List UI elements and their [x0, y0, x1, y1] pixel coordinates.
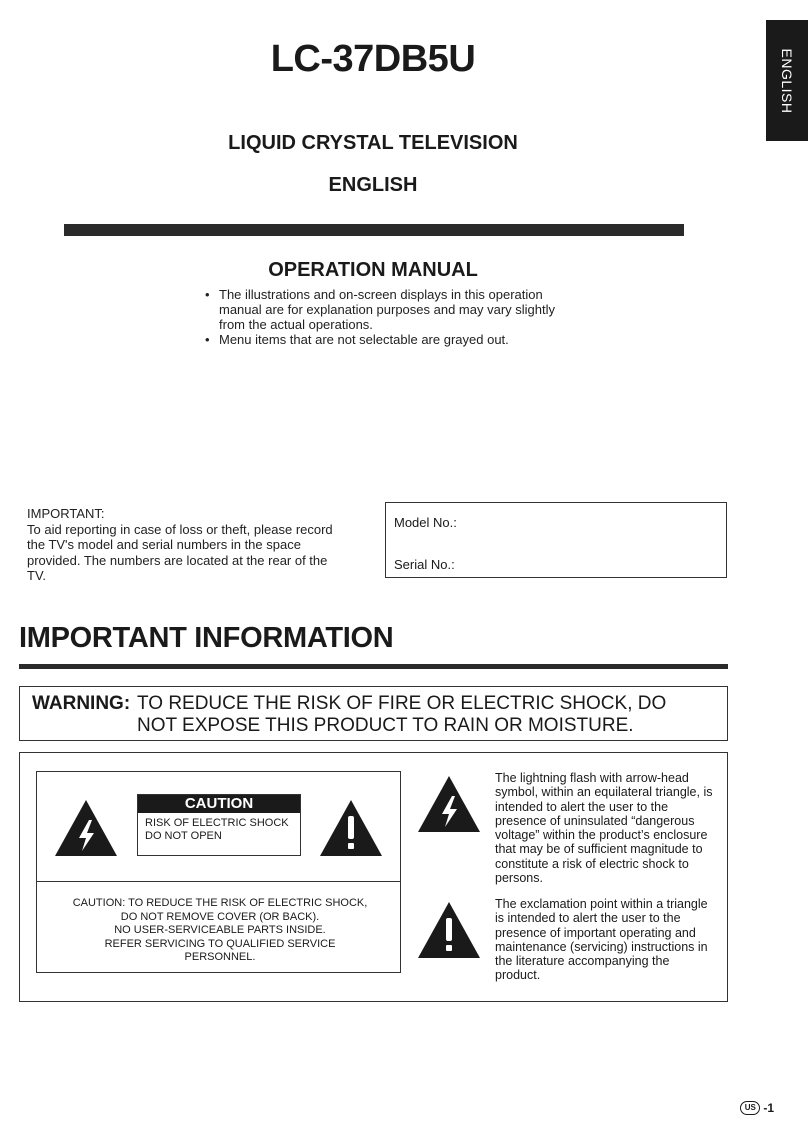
record-box: [385, 502, 727, 578]
lightning-symbol-icon: [416, 774, 482, 834]
manual-notes: [204, 287, 564, 347]
section-title: IMPORTANT INFORMATION: [19, 622, 394, 654]
exclamation-symbol-description: The exclamation point within a triangle is intended to alert the user to the presence of important operating and maintenance (servicing) instructions in the literature accompanying the product.: [495, 897, 708, 983]
caution-instruction-line: CAUTION: TO REDUCE THE RISK OF ELECTRIC SHOCK,: [72, 897, 368, 909]
section-divider: [19, 664, 728, 669]
exclamation-symbol-icon: [416, 900, 482, 960]
caution-instruction-line: REFER SERVICING TO QUALIFIED SERVICE: [104, 937, 336, 950]
model-title: LC-37DB5U: [270, 38, 476, 80]
caution-label: [137, 794, 301, 856]
caution-panel-divider: [37, 881, 400, 882]
warning-text: TO REDUCE THE RISK OF FIRE OR ELECTRIC SHOCK, DO NOT EXPOSE THIS PRODUCT TO RAIN OR MOISTURE.: [137, 693, 667, 736]
model-number-label: Model No.:: [394, 515, 457, 530]
manual-title: OPERATION MANUAL: [268, 259, 478, 281]
caution-label-line: DO NOT OPEN: [145, 830, 222, 842]
lightning-symbol-description: The lightning flash with arrow-head symbol, within an equilateral triangle, is intended to alert the user to the presence of uninsulated “dangerous voltage” within the product’s enclosure that may be of sufficient magnitude to constitute a risk of electric shock to persons.: [495, 771, 713, 886]
note-item: • The illustrations and on-screen displays in this operation manual are for explanation purposes and may vary slightly from the actual operations.: [204, 287, 564, 332]
caution-label-line: RISK OF ELECTRIC SHOCK: [145, 817, 289, 829]
important-text: To aid reporting in case of loss or theft, please record the TV's model and serial numbers in the space provided. The numbers are located at the rear of the TV.: [27, 521, 333, 583]
exclamation-warning-icon: [318, 798, 384, 858]
note-item: • Menu items that are not selectable are grayed out.: [204, 332, 564, 347]
caution-instruction-line: NO USER-SERVICEABLE PARTS INSIDE.: [114, 924, 326, 936]
page-number: [740, 1101, 774, 1115]
important-heading: IMPORTANT:: [27, 506, 105, 521]
language-tab-label: ENGLISH: [779, 48, 795, 113]
caution-heading: CAUTION: [138, 795, 300, 813]
caution-label-text: [145, 817, 297, 843]
caution-instruction-line: PERSONNEL.: [184, 951, 256, 963]
language-tab: [766, 20, 808, 141]
title-divider: [64, 224, 684, 236]
language-heading: ENGLISH: [328, 174, 418, 196]
caution-instruction-line: DO NOT REMOVE COVER (OR BACK).: [120, 910, 320, 923]
important-note: [27, 506, 347, 584]
page-number-text: -1: [763, 1101, 774, 1115]
lightning-warning-icon: [53, 798, 119, 858]
product-type: LIQUID CRYSTAL TELEVISION: [228, 132, 518, 154]
region-badge: US: [740, 1101, 760, 1115]
caution-instructions: [50, 897, 390, 965]
warning-label: WARNING:: [32, 693, 131, 714]
warning-box: [19, 686, 728, 741]
serial-number-label: Serial No.:: [394, 557, 455, 572]
